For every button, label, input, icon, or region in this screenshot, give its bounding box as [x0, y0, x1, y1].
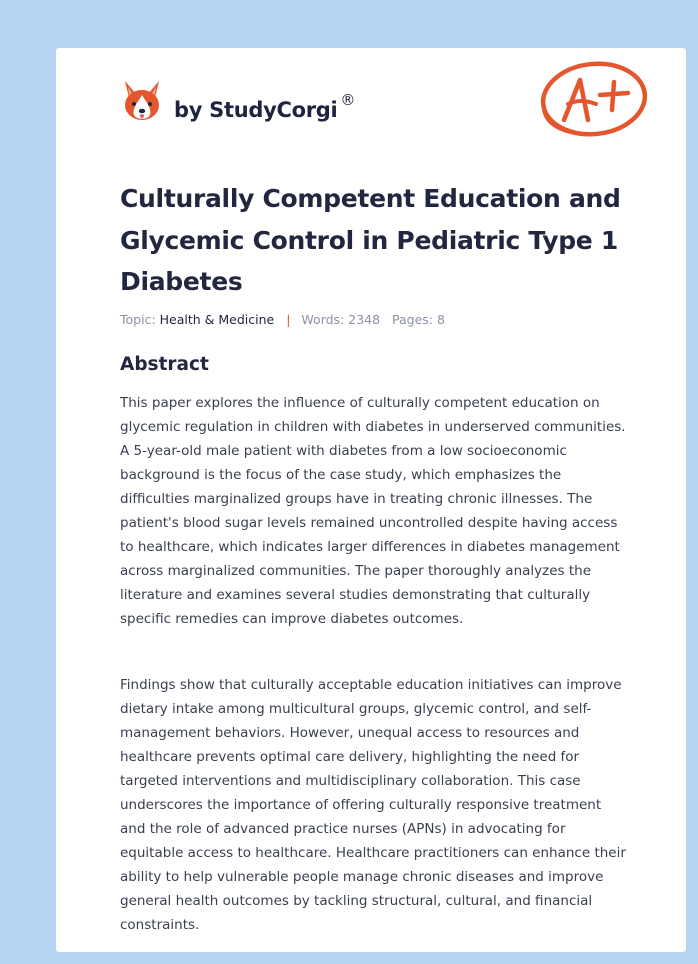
document-card: [56, 48, 686, 952]
abstract-paragraph-1: This paper explores the influence of culturally competent education on glycemic regulation in children with diabetes in underserved communities. A 5-year-old male patient with diabetes from a low socioeconomic background is the focus of the case study, which emphasizes the difficulties marginalized groups have in treating chronic illnesses. The patient's blood sugar levels remained uncontrolled despite having access to healthcare, which indicates larger differences in diabetes management across marginalized communities. The paper thoroughly analyzes the literature and examines several studies demonstrating that culturally specific remedies can improve diabetes outcomes.: [120, 395, 626, 627]
pages-count: 8: [436, 312, 445, 327]
document-meta: [120, 312, 445, 327]
words-count: 2348: [348, 312, 381, 327]
topic-link[interactable]: Health & Medicine: [159, 312, 275, 327]
abstract-heading: Abstract: [120, 354, 209, 375]
pages-label: Pages:: [392, 312, 433, 327]
document-title: Culturally Competent Education and Glycemic Control in Pediatric Type 1 Diabetes: [120, 184, 621, 296]
registered-mark: ®: [340, 90, 356, 109]
words-label: Words:: [301, 312, 345, 327]
meta-separator: |: [286, 312, 291, 327]
brand-name: [174, 91, 355, 122]
topic-label: Topic:: [120, 312, 156, 327]
a-plus-grade-icon: [538, 58, 654, 140]
brand-name-text: by StudyCorgi: [174, 97, 338, 122]
corgi-head-icon: [122, 78, 162, 124]
abstract-paragraph-2: Findings show that culturally acceptable education initiatives can improve dietary intake among multicultural groups, glycemic control, and self-management behaviors. However, unequal access to resources and healthcare prevents optimal care delivery, highlighting the need for targeted interventions and multidisciplinary collaboration. This case underscores the importance of offering culturally responsive treatment and the role of advanced practice nurses (APNs) in advocating for equitable access to healthcare. Healthcare practitioners can enhance their ability to help vulnerable people manage chronic diseases and improve general health outcomes by tackling structural, cultural, and financial constraints.: [120, 677, 626, 933]
brand-header[interactable]: [122, 76, 355, 126]
